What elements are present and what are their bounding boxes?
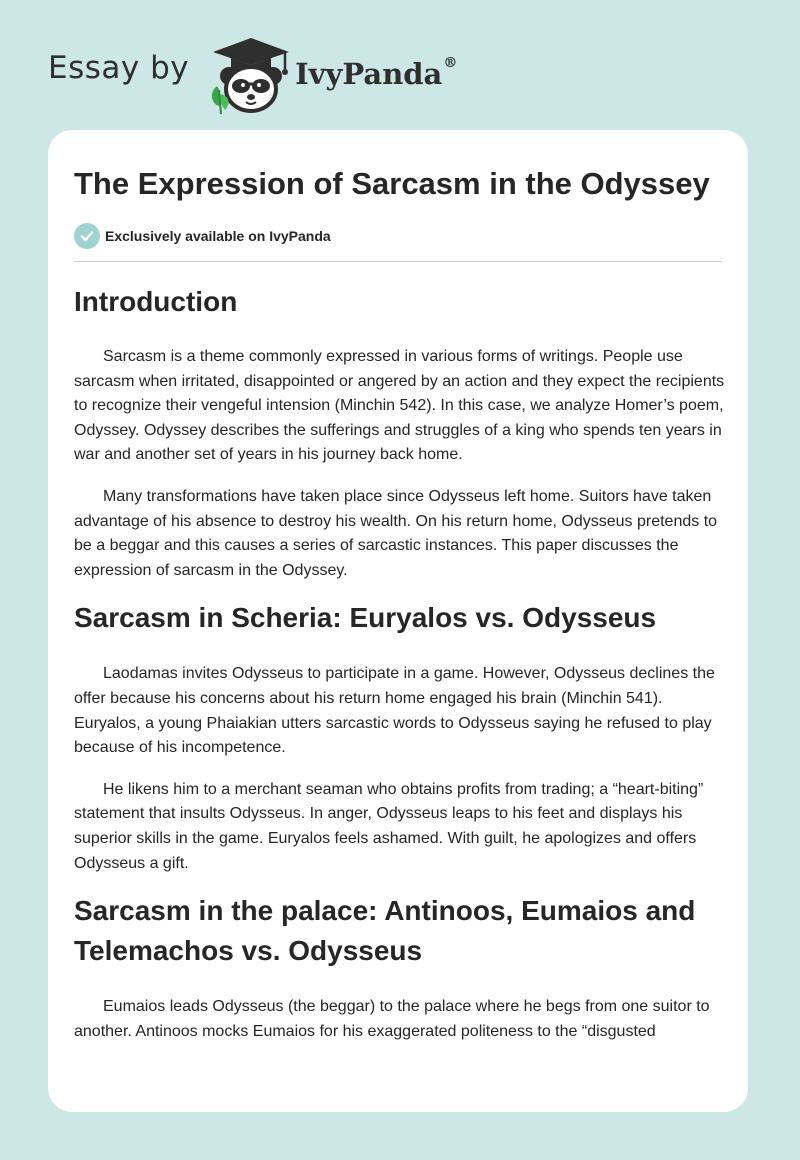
brand-name[interactable]	[295, 57, 457, 91]
section-heading: Introduction	[74, 286, 238, 317]
essay-card	[48, 130, 748, 1112]
site-header	[48, 34, 457, 114]
title-divider	[74, 261, 722, 262]
exclusive-badge	[74, 222, 728, 250]
paragraph: Many transformations have taken place since Odysseus left home. Suitors have taken advantage of his absence to destroy his wealth. On his return home, Odysseus pretends to be a beggar and this causes a series of sarcastic instances. This paper discusses the expression of sarcasm in the Odyssey.	[74, 487, 718, 579]
registered-mark: ®	[443, 55, 458, 72]
brand-name-text: IvyPanda	[295, 57, 443, 91]
paragraph: He likens him to a merchant seaman who obtains profits from trading; a “heart-biting” statement that insults Odysseus. In anger, Odysseus leaps to his feet and displays his superior skills in the game. Euryalos feels ashamed. With guilt, he apologizes and offers Odysseus a gift.	[74, 780, 704, 872]
essay-by-label: Essay by	[48, 50, 190, 86]
essay-content	[74, 164, 728, 1044]
section-heading: Sarcasm in the palace: Antinoos, Eumaios and Telemachos vs. Odysseus	[74, 895, 696, 967]
check-circle-icon	[74, 223, 100, 249]
section-heading: Sarcasm in Scheria: Euryalos vs. Odysseus	[74, 602, 657, 634]
paragraph: Sarcasm is a theme commonly expressed in various forms of writings. People use sarcasm when irritated, disappointed or angered by an action and they expect the recipients to recognize their vengeful intension (Minchin 542). In this case, we analyze Homer’s poem, Odyssey. Odyssey describes the sufferings and struggles of a king who spends ten years in war and another set of years in his journey back home.	[74, 348, 725, 464]
essay-title: The Expression of Sarcasm in the Odyssey	[74, 166, 710, 201]
paragraph: Laodamas invites Odysseus to participate in a game. However, Odysseus declines the offer because his concerns about his return home engaged his brain (Minchin 541). Euryalos, a young Phaiakian utters sarcastic words to Odysseus saying he refused to play because of his incompetence.	[74, 665, 715, 757]
exclusive-label: Exclusively available on IvyPanda	[105, 228, 331, 244]
paragraph: Eumaios leads Odysseus (the beggar) to the palace where he begs from one suitor to another. Antinoos mocks Eumaios for his exaggerated politeness to the “disgusted	[74, 998, 710, 1040]
section-scheria	[74, 598, 728, 876]
section-palace	[74, 891, 728, 1044]
panda-graduate-logo-icon[interactable]	[203, 34, 293, 114]
section-introduction	[74, 282, 728, 583]
